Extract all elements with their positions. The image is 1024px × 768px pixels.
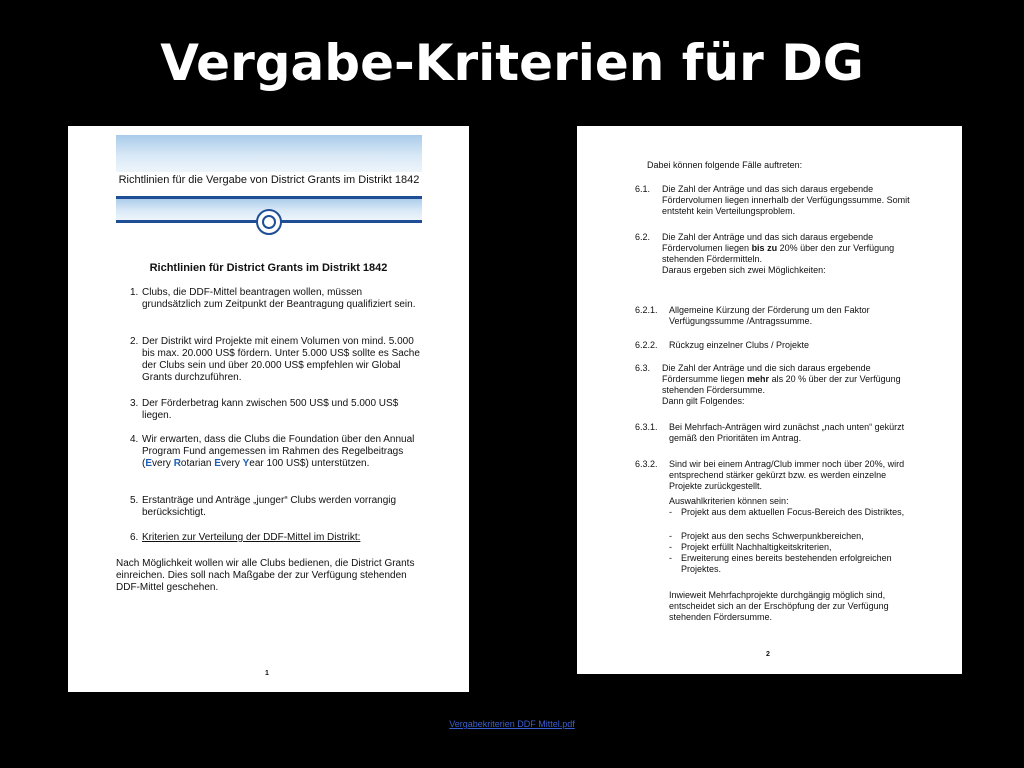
item-text: Der Distrikt wird Projekte mit einem Volumen von mind. 5.000 bis max. 20.000 US$ fördern. Unter 5.000 US$ sollte es Sache der Clubs sein und über 20.000 US$ empfehlen wir Global Grants durchzuführen. <box>142 336 420 383</box>
list-item <box>130 434 420 470</box>
item-number: 2. <box>130 336 139 347</box>
case-number: 6.2.2. <box>635 340 658 350</box>
page-number: 2 <box>766 651 770 658</box>
case-text: Bei Mehrfach-Anträgen wird zunächst „nach unten“ gekürzt gemäß den Prioritäten im Antrag. <box>669 422 905 443</box>
banner-title: Richtlinien für die Vergabe von District Grants im Distrikt 1842 <box>118 174 420 186</box>
case-text-part: 20% über den zur Verfügung stehenden Fördermitteln. <box>662 243 895 264</box>
sky-banner-top <box>116 135 422 172</box>
bullet-item: Projekt aus dem aktuellen Focus-Bereich des Distriktes, <box>681 507 905 517</box>
item-text-part: otarian <box>180 458 215 469</box>
case-number: 6.1. <box>635 184 651 194</box>
list-item <box>130 398 420 422</box>
item-text: Kriterien zur Verteilung der DDF-Mittel im Distrikt: <box>142 532 361 543</box>
case-number: 6.3. <box>635 363 651 373</box>
case-number: 6.2.1. <box>635 305 658 315</box>
case-text-part: Die Zahl der Anträge und die sich daraus ergebende Fördersumme liegen <box>662 363 871 384</box>
bullet-item: Erweiterung eines bereits bestehenden erfolgreichen Projektes. <box>681 553 892 574</box>
case-number: 6.3.1. <box>635 422 658 432</box>
case-number: 6.3.2. <box>635 459 658 469</box>
highlight-letter: E <box>214 458 221 469</box>
item-text-part: ear 100 US$) unterstützen. <box>249 458 370 469</box>
highlight-letter: Y <box>242 458 250 469</box>
item-text <box>142 434 420 470</box>
item-text: Clubs, die DDF-Mittel beantragen wollen, müssen grundsätzlich zum Zeitpunkt der Beantragung qualifiziert sein. <box>142 287 416 310</box>
page2-intro: Dabei können folgende Fälle auftreten: <box>647 160 803 170</box>
bullet-item: Projekt aus den sechs Schwerpunkbereichen, <box>681 531 864 541</box>
page-number: 1 <box>265 670 269 677</box>
case-text <box>662 232 927 276</box>
pdf-link[interactable]: Vergabekriterien DDF Mittel.pdf <box>449 719 575 729</box>
highlight-letter: R <box>173 458 181 469</box>
bullet-dash: - <box>669 507 672 517</box>
list-item <box>130 287 420 311</box>
page1-heading: Richtlinien für District Grants im Distrikt 1842 <box>149 262 388 274</box>
bullet-dash: - <box>669 553 672 563</box>
case-text-part: Die Zahl der Anträge und das sich daraus ergebende Fördervolumen liegen <box>662 232 874 253</box>
bullet-dash: - <box>669 531 672 541</box>
case-text <box>662 363 927 407</box>
list-item <box>130 336 420 384</box>
case-text: Allgemeine Kürzung der Förderung um den Faktor Verfügungssumme /Antragssumme. <box>669 305 870 326</box>
emphasis: bis zu <box>751 243 778 253</box>
case-text-part: Daraus ergeben sich zwei Möglichkeiten: <box>662 265 826 275</box>
case-text: Sind wir bei einem Antrag/Club immer noch über 20%, wird entsprechend stärker gekürzt bzw. es werden einzelne Projekte zurückgestellt. <box>669 459 905 491</box>
bullet-dash: - <box>669 542 672 552</box>
rotary-wheel-icon <box>256 209 282 235</box>
highlight-letter: E <box>145 458 153 469</box>
item-text: Erstanträge und Anträge „junger“ Clubs werden vorrangig berücksichtigt. <box>142 495 397 518</box>
document-page-1 <box>68 126 469 692</box>
item-number: 1. <box>130 287 139 298</box>
case-text-part: als 20 % über der zur Verfügung stehenden Fördersumme. <box>662 374 901 395</box>
criteria-label: Auswahlkriterien können sein: <box>669 496 789 506</box>
item-text-part: very <box>152 458 174 469</box>
page2-closing: Inwieweit Mehrfachprojekte durchgängig möglich sind, entscheidet sich an der Erschöpfung der zur Verfügung stehenden Fördersumme. <box>669 590 889 622</box>
slide-title: Vergabe-Kriterien für DG <box>160 34 864 92</box>
item-text: Der Förderbetrag kann zwischen 500 US$ und 5.000 US$ liegen. <box>142 398 399 421</box>
document-page-2 <box>577 126 962 674</box>
list-item <box>130 532 420 544</box>
emphasis: mehr <box>747 374 770 384</box>
case-number: 6.2. <box>635 232 651 242</box>
item-number: 5. <box>130 495 139 506</box>
item-text-part: Wir erwarten, dass die Clubs die Foundation über den Annual Program Fund angemessen im Rahmen des Regelbeitrags ( <box>142 434 415 469</box>
case-text-part: Dann gilt Folgendes: <box>662 396 745 406</box>
item-text-part: very <box>220 458 243 469</box>
bullet-item: Projekt erfüllt Nachhaltigkeitskriterien, <box>681 542 832 552</box>
list-item <box>130 495 420 519</box>
item-number: 6. <box>130 532 139 543</box>
item-number: 4. <box>130 434 139 445</box>
banner-rule <box>116 196 422 199</box>
page1-closing: Nach Möglichkeit wollen wir alle Clubs bedienen, die District Grants einreichen. Dies soll nach Maßgabe der zur Verfügung stehenden DDF-Mittel geschehen. <box>116 558 415 593</box>
case-text: Rückzug einzelner Clubs / Projekte <box>669 340 810 350</box>
item-number: 3. <box>130 398 139 409</box>
case-text: Die Zahl der Anträge und das sich daraus ergebende Fördervolumen liegen innerhalb der Verfügungssumme. Somit entsteht kein Verteilungsproblem. <box>662 184 910 216</box>
